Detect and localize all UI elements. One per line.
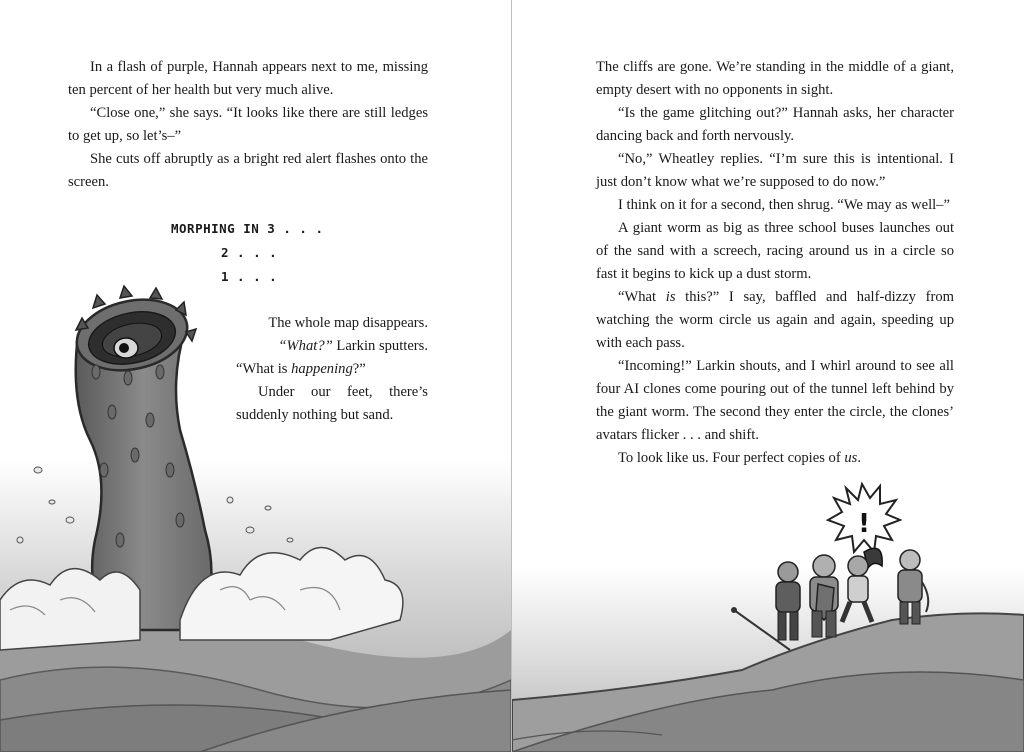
paragraph: The cliffs are gone. We’re standing in the middle of a giant, empty desert with no opponents in sight. (596, 59, 954, 98)
text-run: ?” (352, 361, 366, 377)
emphasis: us (844, 450, 858, 466)
emphasis: happening (291, 361, 353, 377)
paragraph: “Incoming!” Larkin shouts, and I whirl around to see all four AI clones come pouring out of the tunnel left behind by the giant worm. The second they enter the circle, the clones’ avatars flicker . . . and shift. (596, 358, 954, 443)
paragraph: I think on it for a second, then shrug. “We may as well–” (618, 197, 950, 213)
emphasis: “What?” (278, 338, 333, 354)
paragraph (596, 447, 954, 470)
emphasis: is (665, 289, 676, 305)
paragraph (596, 286, 954, 355)
paragraph: “Close one,” she says. “It looks like there are still ledges to get up, so let’s–” (68, 105, 428, 144)
paragraph: Under our feet, there’s suddenly nothing but sand. (236, 384, 428, 423)
countdown-line-3: MORPHING IN 3 . . . (171, 221, 324, 236)
paragraph (236, 358, 428, 381)
left-page (0, 0, 511, 752)
text-run: this?” I say, baffled and half-dizzy from watching the worm circle us again and again, speeding up with each pass. (596, 289, 954, 351)
paragraph: “Is the game glitching out?” Hannah asks, her character dancing back and forth nervously. (596, 105, 954, 144)
paragraph: She cuts off abruptly as a bright red alert flashes onto the screen. (68, 151, 428, 190)
right-page-text (596, 56, 954, 470)
text-run: “What is (236, 361, 292, 377)
paragraph: “No,” Wheatley replies. “I’m sure this is intentional. I just don’t know what we’re supposed to do now.” (596, 151, 954, 190)
right-page (512, 0, 1024, 752)
paragraph (236, 335, 428, 358)
countdown-line-2: 2 . . . (221, 245, 278, 260)
text-run: To look like us. Four perfect copies of (618, 450, 845, 466)
left-page-text-top (68, 56, 428, 194)
text-run: Larkin sputters. (332, 338, 428, 354)
paragraph: In a flash of purple, Hannah appears next to me, missing ten percent of her health but very much alive. (68, 59, 428, 98)
paragraph: The whole map disappears. (268, 315, 428, 331)
text-run: . (857, 450, 861, 466)
alert-symbol: ! (858, 509, 870, 539)
text-run: “What (618, 289, 666, 305)
paragraph: A giant worm as big as three school buses launches out of the sand with a screech, racing around us in a circle so fast it begins to kick up a dust storm. (596, 220, 954, 282)
countdown-line-1: 1 . . . (221, 269, 278, 284)
left-page-text-wrap (236, 312, 428, 427)
